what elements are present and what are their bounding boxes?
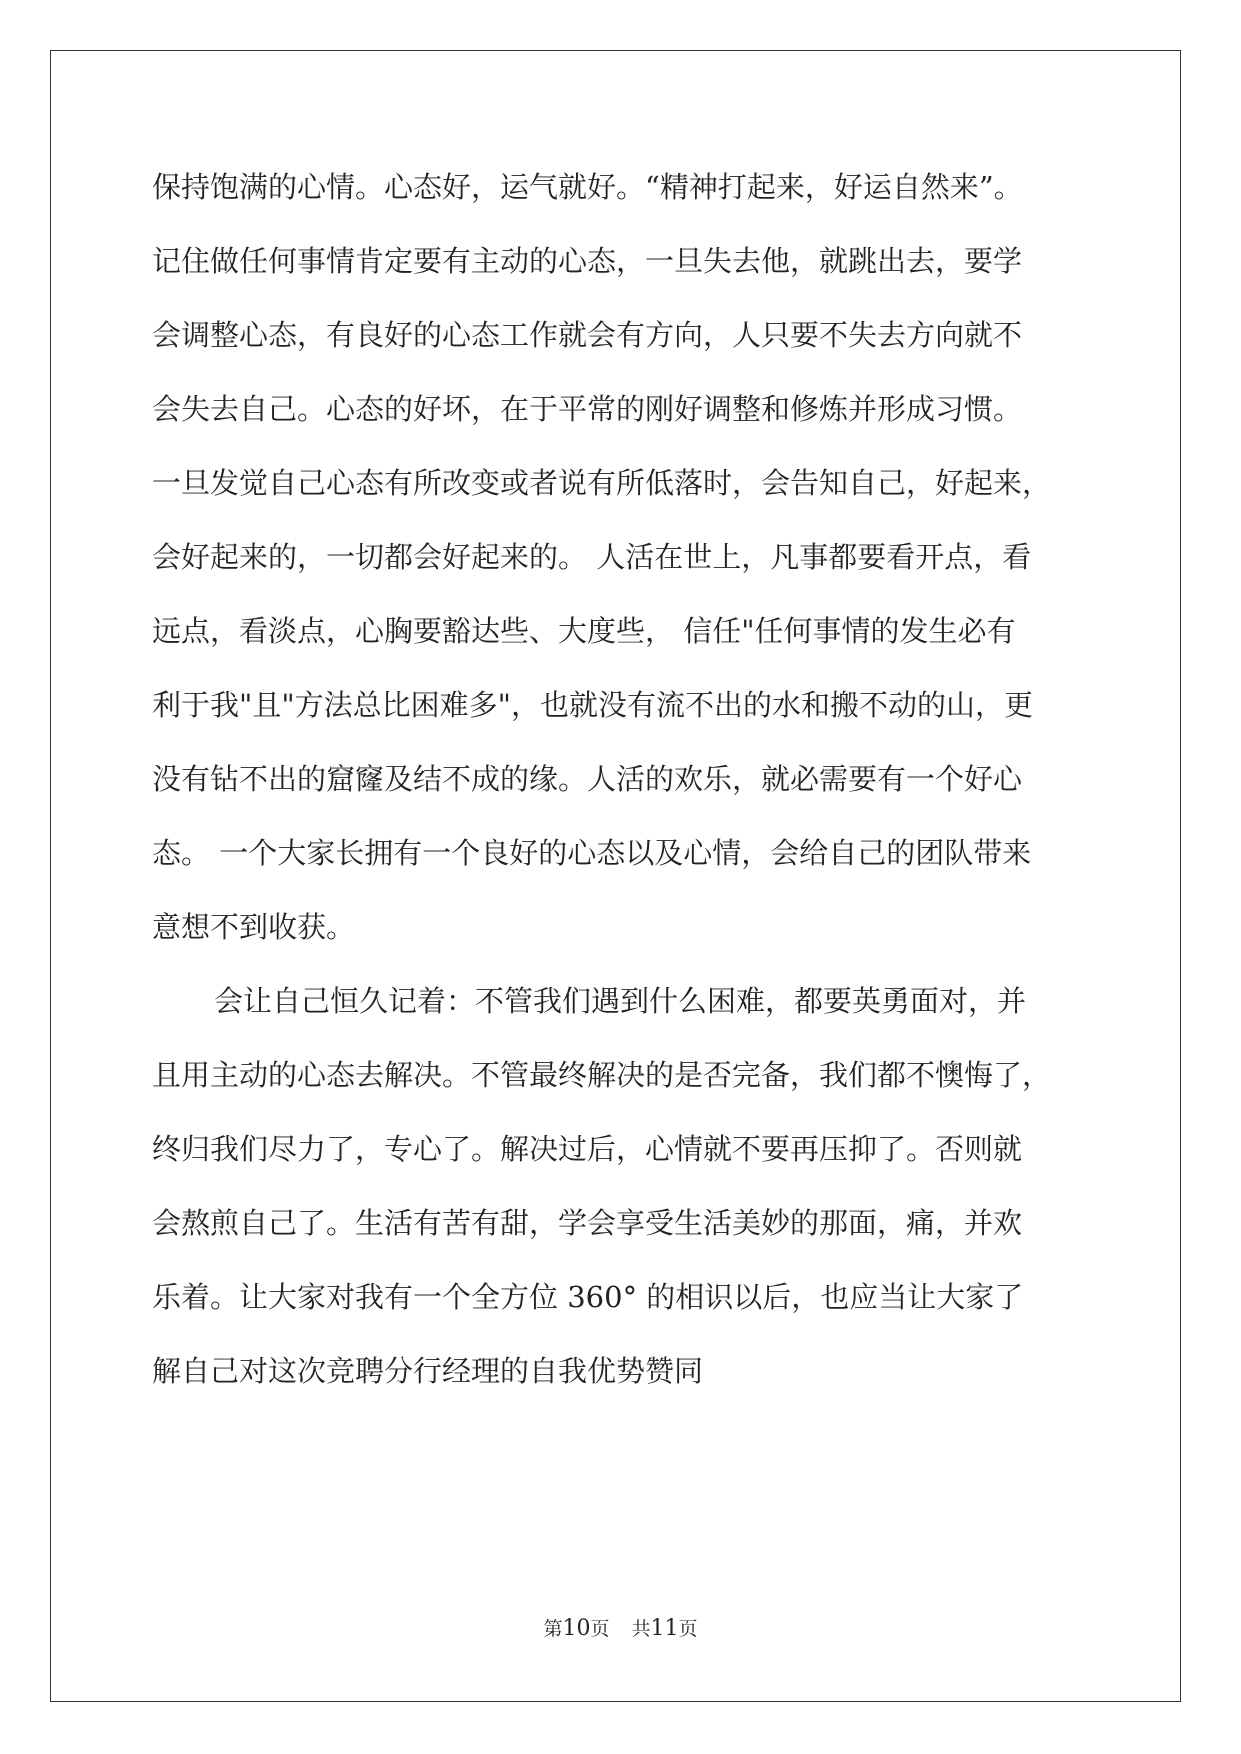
- page-footer: [0, 1617, 1241, 1641]
- text-line: 会调整心态，有良好的心态工作就会有方向，人只要不失去方向就不: [152, 318, 1023, 352]
- text-line: 且用主动的心态去解决。不管最终解决的是否完备，我们都不懊悔了，: [152, 1058, 1052, 1092]
- total-suffix: 页: [678, 1618, 698, 1640]
- text-line: 解自己对这次竞聘分行经理的自我优势赞同: [152, 1354, 704, 1388]
- text-line: 会熬煎自己了。生活有苦有甜，学会享受生活美妙的那面，痛，并欢: [152, 1206, 1023, 1240]
- text-line: 乐着。让大家对我有一个全方位 360° 的相识以后，也应当让大家了: [152, 1280, 1024, 1314]
- text-line: 会好起来的，一切都会好起来的。 人活在世上，凡事都要看开点，看: [152, 540, 1032, 574]
- text-line: 远点，看淡点，心胸要豁达些、大度些， 信任"任何事情的发生必有: [152, 614, 1016, 648]
- text-line: 终归我们尽力了，专心了。解决过后，心情就不要再压抑了。否则就: [152, 1132, 1023, 1166]
- text-line: 意想不到收获。: [152, 910, 356, 944]
- text-line: 会失去自己。心态的好坏，在于平常的刚好调整和修炼并形成习惯。: [152, 392, 1023, 426]
- page-prefix: 第: [543, 1618, 563, 1640]
- page-number: 10: [562, 1616, 591, 1641]
- document-body: [152, 150, 1088, 1408]
- total-prefix: 共: [631, 1618, 651, 1640]
- total-pages: 11: [650, 1616, 679, 1641]
- text-line: 保持饱满的心情。心态好，运气就好。“精神打起来，好运自然来”。: [152, 170, 1023, 204]
- text-line: 记住做任何事情肯定要有主动的心态，一旦失去他，就跳出去，要学: [152, 244, 1023, 278]
- text-line: 没有钻不出的窟窿及结不成的缘。人活的欢乐，就必需要有一个好心: [152, 762, 1023, 796]
- paragraph-first-line: 会让自己恒久记着：不管我们遇到什么困难，都要英勇面对，并: [214, 984, 1027, 1018]
- page-suffix: 页: [590, 1618, 610, 1640]
- text-line: 利于我"且"方法总比困难多"，也就没有流不出的水和搬不动的山，更: [152, 688, 1034, 722]
- text-line: 态。 一个大家长拥有一个良好的心态以及心情，会给自己的团队带来: [152, 836, 1032, 870]
- text-line: 一旦发觉自己心态有所改变或者说有所低落时，会告知自己，好起来，: [152, 466, 1052, 500]
